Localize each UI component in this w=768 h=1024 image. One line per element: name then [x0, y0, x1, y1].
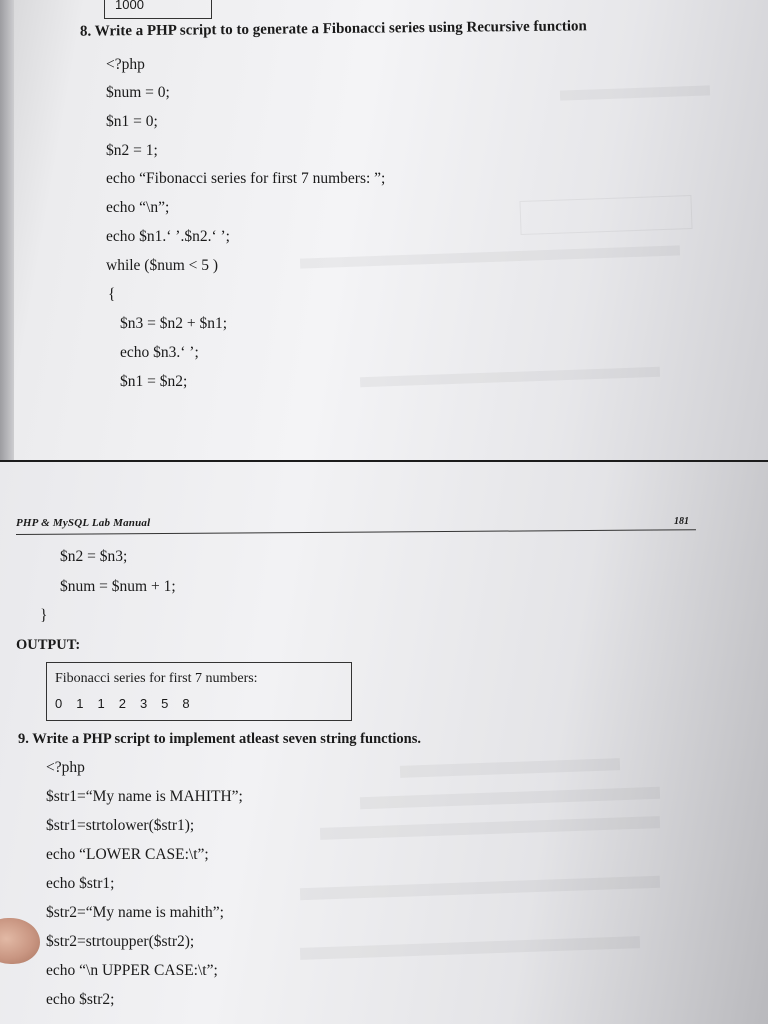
output-line: Fibonacci series for first 7 numbers: — [55, 671, 258, 686]
code-line: echo $n3.‘ ’; — [120, 344, 199, 361]
code-line: { — [108, 286, 116, 303]
question-8-heading: 8. Write a PHP script to to generate a Fibonacci series using Recursive function — [79, 18, 587, 40]
output-value: 2 — [118, 696, 126, 711]
code-line: $num = 0; — [106, 84, 170, 101]
code-line: $n2 = $n3; — [60, 548, 128, 565]
code-line: while ($num < 5 ) — [106, 257, 219, 274]
code-line: echo “\n”; — [106, 199, 170, 216]
page-number: 181 — [674, 516, 689, 527]
code-line: $n3 = $n2 + $n1; — [120, 315, 228, 332]
output-value: 1 — [97, 696, 105, 711]
code-line: $n1 = $n2; — [120, 373, 188, 390]
running-header: PHP & MySQL Lab Manual — [16, 517, 151, 529]
code-line: echo $n1.‘ ’.$n2.‘ ’; — [106, 228, 230, 245]
output-value: 1 — [76, 696, 84, 711]
output-value: 0 — [55, 696, 63, 711]
code-line: echo “LOWER CASE:\t”; — [46, 846, 209, 863]
code-line: echo “\n UPPER CASE:\t”; — [46, 962, 218, 979]
code-line: } — [40, 607, 48, 624]
code-line: echo $str1; — [46, 875, 115, 892]
top-value-box — [104, 0, 212, 19]
code-line: $n1 = 0; — [106, 113, 158, 130]
output-heading: OUTPUT: — [16, 637, 81, 653]
output-value: 8 — [182, 696, 190, 711]
output-values — [55, 696, 190, 711]
top-page-photo — [0, 0, 768, 460]
output-value: 5 — [161, 696, 169, 711]
top-box-text: 1000 — [115, 0, 144, 12]
code-line: $str2=“My name is mahith”; — [46, 904, 224, 921]
code-line: $num = $num + 1; — [60, 578, 176, 595]
code-line: $n2 = 1; — [106, 142, 158, 159]
output-value: 3 — [139, 696, 148, 711]
output-box — [46, 662, 352, 721]
code-line: <?php — [46, 759, 85, 776]
code-line: $str1=strtolower($str1); — [46, 817, 195, 834]
code-line: echo $str2; — [46, 991, 115, 1008]
code-line: <?php — [106, 56, 145, 73]
code-line: $str2=strtoupper($str2); — [46, 933, 195, 950]
code-line: $str1=“My name is MAHITH”; — [46, 788, 243, 805]
question-9-heading: 9. Write a PHP script to implement atleast seven string functions. — [18, 731, 422, 747]
code-line: echo “Fibonacci series for first 7 numbers: ”; — [106, 170, 386, 187]
